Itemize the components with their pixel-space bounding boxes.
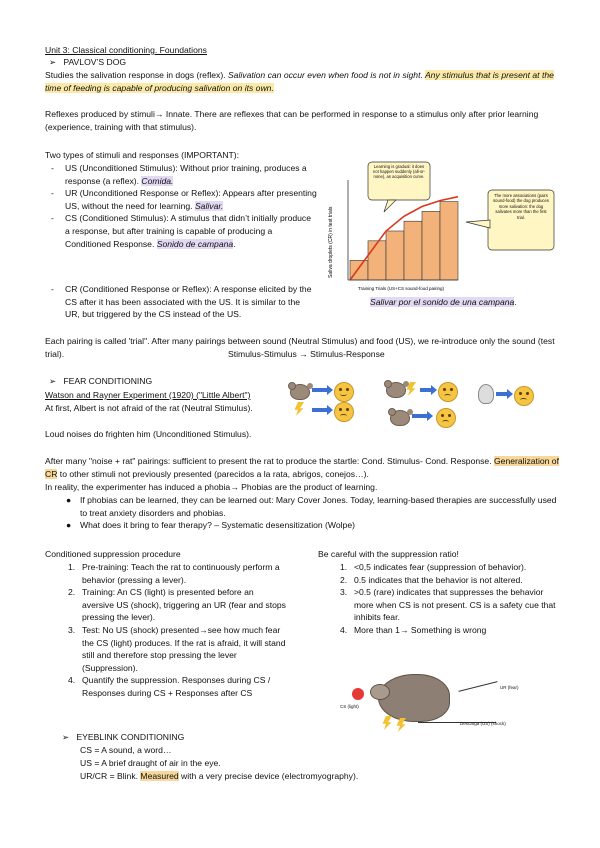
- pavlov-heading-text: PAVLOV’S DOG: [63, 57, 127, 67]
- stimuli-list: [51, 162, 317, 250]
- rat-icon: [290, 384, 310, 400]
- callout-bubble-1-tail: [384, 200, 396, 212]
- item-es: Sonido de campana: [156, 238, 234, 249]
- callout-bubble-2-tail: [466, 220, 490, 228]
- scared-face-icon: [438, 382, 458, 402]
- scared-face-icon: [334, 402, 354, 422]
- fear-paragraph-2: In reality, the experimenter has induced a phobia→ Phobias are the product of learning.: [45, 482, 378, 492]
- step-text: Training: An CS (light) is presented before an aversive US (shock), triggering an UR (fear and stops pressing the lever).: [82, 587, 286, 623]
- chart-bar: [368, 241, 386, 280]
- list-item: 2. Training: An CS (light) is presented before an aversive US (shock), triggering an UR (fear and stops pressing the lever).: [68, 587, 286, 623]
- p1-italic: Salivation can occur even when food is not in sight.: [227, 70, 425, 80]
- shock-icon: [382, 716, 392, 730]
- rat-icon: [390, 410, 410, 426]
- ur-tail: with a very precise device (electromyography).: [178, 771, 359, 781]
- list-item: ● If phobias can be learned, they can be learned out: Mary Cover Jones. Today, learning-based therapies are successfully used to treat anxiety disorders and phobias.: [66, 495, 557, 518]
- list-item: - CR (Conditioned Response or Reflex): A response elicited by the CS after it has been associated with the US. It is similar to the UR, but triggered by the CS instead of the US.: [65, 283, 550, 321]
- arrow-icon: [496, 392, 508, 396]
- albert-text-1: At first, Albert is not afraid of the rat (Neutral Stimulus).: [45, 403, 253, 413]
- eyeblink-heading: [62, 731, 184, 744]
- suppression-heading: Conditioned suppression procedure: [45, 549, 181, 559]
- stimulus-response-text: Stimulus-Stimulus → Stimulus-Response: [228, 349, 385, 359]
- item-es: Salivar por el sonido de una campana: [370, 297, 515, 307]
- list-item: 3. Test: No US (shock) presented→see how much fear the CS (light) produces. If the rat is afraid, it will stand still and therefore stop pressing the lever (Suppression).: [68, 624, 286, 673]
- chart-bar: [386, 231, 404, 280]
- chart-bar: [422, 211, 440, 280]
- callout-1-text: Learning is gradual: it does not happen suddenly (all-or-none), as acquisition curve.: [372, 164, 426, 180]
- fear-paragraph-1: [45, 455, 560, 480]
- scared-face-icon: [436, 408, 456, 428]
- arrow-icon: [412, 414, 428, 418]
- callout-2-text: The more associations (pairs sound-food) the dog produces more salivation: the dog salivates more than the first trial.: [493, 193, 549, 220]
- trial-text: Each pairing is called 'trial". After many pairings between sound (Neutral Stimulus) and food (US), we re-introduce only the sound (test trial).: [45, 336, 555, 359]
- item-text: CS (Conditioned Stimulus): A stimulus that didn’t initially produce a response, but after training is capable of producing a Conditioned Response.: [65, 213, 311, 249]
- pavlov-paragraph-2: Reflexes produced by stimuli→ Innate. There are reflexes that can be performed in response to a stimulus only after prior learning (experience, training with that stimulus).: [45, 109, 539, 132]
- arrow-bullet-icon: ➢: [62, 732, 70, 742]
- happy-face-icon: [334, 382, 354, 402]
- noise-icon: [294, 402, 304, 416]
- p1-highlight: Any stimulus that is present at the time of feeding is capable of producing salivation on its own.: [45, 70, 554, 93]
- ratio-text: <0,5 indicates fear (suppression of behavior).: [354, 562, 527, 572]
- cs-label: CS (light): [340, 704, 359, 709]
- chart-bars: [350, 202, 458, 280]
- item-es: Salivar.: [194, 200, 224, 211]
- step-text: Test: No US (shock) presented→see how much fear the CS (light) produces. If the rat is afraid, it will stand still and therefore stop pressing the lever (Suppression).: [82, 624, 286, 673]
- fear-p1-tail: to other stimuli not previously presented (parecidos a la rata, abrigos, conejos…).: [57, 468, 369, 479]
- list-item: 4. Quantify the suppression. Responses during CS / Responses during CS + Responses after CS: [68, 675, 271, 698]
- p1-text: Studies the salivation response in dogs (reflex).: [45, 70, 228, 80]
- albert-text-2: Loud noises do frighten him (Unconditioned Stimulus).: [45, 429, 252, 439]
- ratio-heading: Be careful with the suppression ratio!: [318, 549, 459, 559]
- arrow-bullet-icon: ➢: [49, 57, 57, 67]
- item-text: UR (Unconditioned Response or Reflex): Appears after presenting US, without the need for learning.: [65, 188, 317, 211]
- chart-bar: [404, 221, 422, 280]
- fear-bullets: [66, 494, 558, 532]
- ur-label: UR (fear): [500, 685, 519, 690]
- ur-text: UR/CR = Blink.: [80, 771, 141, 781]
- suppression-steps: [68, 561, 287, 700]
- arrow-bullet-icon: ➢: [49, 376, 57, 386]
- rat-icon: [386, 382, 406, 398]
- list-item: ● What does it bring to fear therapy? – Systematic desensitization (Wolpe): [66, 520, 355, 531]
- us-label: Descarga (US) (shock): [460, 721, 506, 726]
- noise-icon: [406, 382, 416, 396]
- callout-2-fo: [491, 193, 551, 248]
- list-item: - US (Unconditioned Stimulus): Without prior training, produces a response (a reflex). Comida.: [51, 163, 307, 186]
- rat-head-icon: [370, 684, 390, 700]
- chart-ylabel: Saliva droplets (CR) in test trials: [328, 206, 334, 278]
- item-es: Comida.: [141, 175, 174, 186]
- rabbit-icon: [478, 384, 494, 404]
- fear-p1-text: After many "noise + rat" pairings: sufficient to present the rat to produce the startle: Cond. Stimulus- Cond. Response.: [45, 456, 494, 466]
- rat-body-icon: [378, 674, 450, 722]
- list-item: 4. More than 1→ Something is wrong: [340, 624, 487, 635]
- ratio-list: [340, 561, 559, 637]
- page-title: Unit 3: Classical conditioning. Foundations: [45, 45, 207, 55]
- eyeblink-cs: CS = A sound, a word…: [80, 745, 172, 755]
- list-item: 3. >0.5 (rare) indicates that suppresses the behavior more when CS is not present. CS is a safety cue that inhibits fear.: [340, 587, 556, 623]
- list-item: 2. 0.5 indicates that the behavior is not altered.: [340, 574, 523, 585]
- ur-highlight: Measured: [140, 771, 179, 781]
- experiment-title: Watson and Rayner Experiment (1920) ("Little Albert"): [45, 390, 251, 400]
- list-item: - UR (Unconditioned Response or Reflex): Appears after presenting US, without the need for learning. Salivar.: [51, 188, 317, 211]
- list-item: - CS (Conditioned Stimulus): A stimulus that didn’t initially produce a response, but after training is capable of producing a Conditioned Response. Sonido de campana.: [51, 213, 311, 249]
- arrow-icon: [420, 388, 432, 392]
- fear-p1-highlight: Generalization of CR: [45, 456, 559, 479]
- acquisition-chart: [318, 160, 558, 295]
- eyeblink-ur: [80, 770, 358, 783]
- ratio-text: More than 1→ Something is wrong: [354, 624, 487, 635]
- cr-item-line-3: Salivar por el sonido de una campana.: [370, 297, 517, 307]
- chart-xlabel: Training Trials (US+CS sound-food pairing): [358, 286, 444, 291]
- ratio-text: >0.5 (rare) indicates that suppresses the behavior more when CS is not present. CS is a safety cue that inhibits fear.: [354, 587, 556, 623]
- pavlov-paragraph-3: Two types of stimuli and responses (IMPORTANT):: [45, 150, 240, 160]
- scared-face-icon: [514, 386, 534, 406]
- eyeblink-us: US = A brief draught of air in the eye.: [80, 758, 221, 768]
- pointer-line: [458, 681, 497, 692]
- arrow-icon: [312, 408, 328, 412]
- callout-1-fo: [371, 164, 427, 200]
- list-item: 1. Pre-training: Teach the rat to continuously perform a behavior (pressing a lever).: [68, 562, 280, 585]
- bullet-text: If phobias can be learned, they can be learned out: Mary Cover Jones. Today, learning-based therapies are successfully used to treat anxiety disorders and phobias.: [80, 495, 557, 518]
- item-text: US (Unconditioned Stimulus): Without prior training, produces a response (a reflex).: [65, 163, 307, 186]
- list-item: 1. <0,5 indicates fear (suppression of behavior).: [340, 562, 527, 572]
- step-text: Pre-training: Teach the rat to continuously perform a behavior (pressing a lever).: [82, 562, 280, 585]
- bullet-text: What does it bring to fear therapy? – Systematic desensitization (Wolpe): [80, 520, 355, 531]
- ratio-text: 0.5 indicates that the behavior is not altered.: [354, 574, 523, 585]
- step-text: Quantify the suppression. Responses during CS / Responses during CS + Responses after CS: [82, 675, 271, 698]
- fear-heading: [49, 375, 152, 388]
- pavlov-heading: [49, 56, 126, 69]
- pavlov-paragraph-1: [45, 69, 555, 94]
- rat-illustration: [340, 666, 560, 736]
- chart-bar: [440, 202, 458, 280]
- shock-icon: [396, 718, 406, 732]
- fear-heading-text: FEAR CONDITIONING: [63, 376, 153, 386]
- light-icon: [352, 688, 364, 700]
- arrow-icon: [312, 388, 328, 392]
- item-text: CR (Conditioned Response or Reflex): A response elicited by the CS after it has been associated with the US. It is similar to the UR, but triggered by the CS instead of the US.: [65, 284, 312, 320]
- eyeblink-heading-text: EYEBLINK CONDITIONING: [76, 732, 185, 742]
- albert-diagram: [288, 378, 578, 438]
